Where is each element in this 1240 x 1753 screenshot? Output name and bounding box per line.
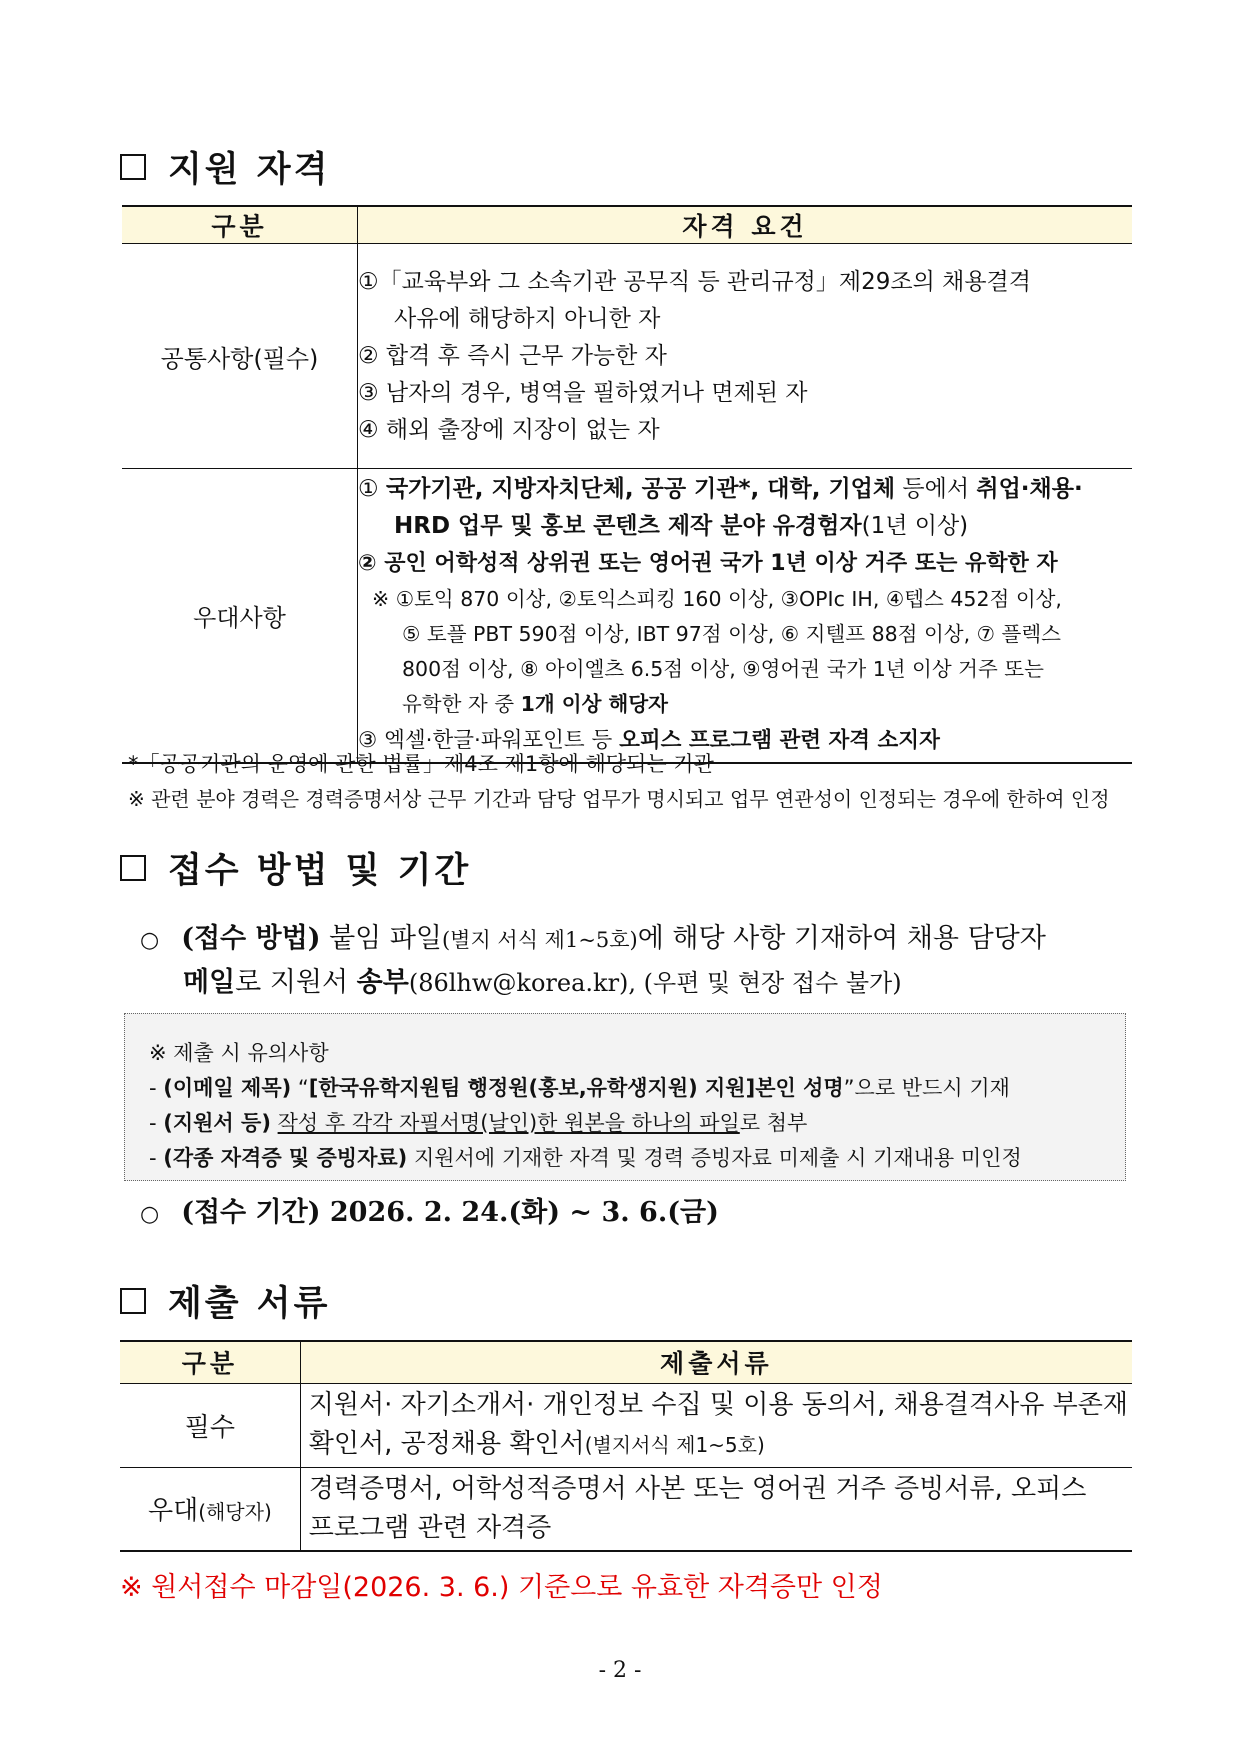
footnote-career: ※ 관련 분야 경력은 경력증명서상 근무 기간과 담당 업무가 명시되고 업무 연관성이 인정되는 경우에 한하여 인정 xyxy=(128,787,1110,811)
application-method-line2: 메일로 지원서 송부(86lhw@korea.kr), (우편 및 현장 접수 불가) xyxy=(183,967,902,998)
list-item: ①「교육부와 그 소속기관 공무직 등 관리규정」제29조의 채용결격 xyxy=(358,268,1031,295)
notice-title: ※ 제출 시 유의사항 xyxy=(149,1041,329,1065)
table-header-row xyxy=(122,206,1132,244)
application-method-line1: ○ (접수 방법) 붙임 파일(별지 서식 제1~5호)에 해당 사항 기재하여 채용 담당자 xyxy=(140,923,1046,954)
preferred-documents: 경력증명서, 어학성적증명서 사본 또는 영어권 거주 증빙서류, 오피스 프로그램 관련 자격증 xyxy=(300,1467,1132,1551)
preferred-label: 우대사항 xyxy=(193,603,286,632)
notice-item-email-subject: - (이메일 제목) “[한국유학지원팀 행정원(홍보,유학생지원) 지원]본인 성명”으로 반드시 기재 xyxy=(149,1076,1010,1100)
header-documents: 제출서류 xyxy=(300,1341,1132,1383)
list-item: ② 합격 후 즉시 근무 가능한 자 xyxy=(358,342,667,369)
table-row-common xyxy=(122,244,1132,469)
application-period: ○ (접수 기간) 2026. 2. 24.(화) ~ 3. 6.(금) xyxy=(140,1197,719,1228)
submission-notice-box xyxy=(124,1013,1126,1181)
footnote-public-institution: *「공공기관의 운영에 관한 법률」제4조 제1항에 해당되는 기관 xyxy=(128,752,714,776)
bullet-circle-icon: ○ xyxy=(140,928,160,953)
score-line: 800점 이상, ⑧ 아이엘츠 6.5점 이상, ⑨영어권 국가 1년 이상 거주 또는 xyxy=(402,657,1044,682)
list-item: HRD 업무 및 홍보 콘텐츠 제작 분야 유경험자(1년 이상) xyxy=(394,513,969,540)
preferred-docs-label: 우대(해당자) xyxy=(147,1496,272,1527)
list-item: ④ 해외 출장에 지장이 없는 자 xyxy=(358,416,660,443)
list-item: ③ 남자의 경우, 병역을 필하였거나 면제된 자 xyxy=(358,379,808,406)
qualification-table xyxy=(122,205,1132,764)
table-header-row xyxy=(120,1341,1132,1383)
bullet-circle-icon: ○ xyxy=(140,1202,160,1227)
section-title-qualification: 지원 자격 xyxy=(120,142,330,192)
table-row-preferred-docs xyxy=(120,1467,1132,1551)
list-item: ① 국가기관, 지방자치단체, 공공 기관*, 대학, 기업체 등에서 취업·채용· xyxy=(358,476,1083,503)
notice-item-application: - (지원서 등) 작성 후 각각 자필서명(날인)한 원본을 하나의 파일로 첨부 xyxy=(149,1111,808,1135)
required-documents: 지원서· 자기소개서· 개인정보 수집 및 이용 동의서, 채용결격사유 부존재 확인서, 공정채용 확인서(별지서식 제1~5호) xyxy=(300,1383,1132,1467)
score-line: ⑤ 토플 PBT 590점 이상, IBT 97점 이상, ⑥ 지텔프 88점 이상, ⑦ 플렉스 xyxy=(402,622,1061,647)
list-item: ③ 엑셀·한글·파워포인트 등 오피스 프로그램 관련 자격 소지자 xyxy=(358,728,940,754)
checkbox-square-icon xyxy=(120,154,146,180)
header-requirements: 자격 요건 xyxy=(358,206,1133,244)
header-category: 구분 xyxy=(181,1349,239,1379)
score-line: 유학한 자 중 1개 이상 해당자 xyxy=(402,692,668,717)
notice-item-certificates: - (각종 자격증 및 증빙자료) 지원서에 기재한 자격 및 경력 증빙자료 미제출 시 기재내용 미인정 xyxy=(149,1146,1022,1170)
required-label: 필수 xyxy=(184,1412,235,1443)
checkbox-square-icon xyxy=(120,1288,146,1314)
documents-table xyxy=(120,1340,1132,1552)
common-label: 공통사항(필수) xyxy=(160,344,319,373)
section-title-application: 접수 방법 및 기간 xyxy=(120,843,471,893)
validity-notice: ※ 원서접수 마감일(2026. 3. 6.) 기준으로 유효한 자격증만 인정 xyxy=(120,1572,883,1603)
table-row-preferred xyxy=(122,469,1132,763)
header-category: 구분 xyxy=(211,212,268,241)
section-title-documents: 제출 서류 xyxy=(120,1276,330,1326)
table-row-required xyxy=(120,1383,1132,1467)
common-requirements xyxy=(358,244,1133,469)
score-line: ※ ①토익 870 이상, ②토익스피킹 160 이상, ③OPIc IH, ④텝스 452점 이상, xyxy=(372,587,1062,612)
checkbox-square-icon xyxy=(120,855,146,881)
list-item: 사유에 해당하지 아니한 자 xyxy=(394,305,661,332)
preferred-requirements xyxy=(358,469,1133,763)
page-number: - 2 - xyxy=(598,1658,642,1683)
list-item: ② 공인 어학성적 상위권 또는 영어권 국가 1년 이상 거주 또는 유학한 자 xyxy=(358,551,1058,577)
